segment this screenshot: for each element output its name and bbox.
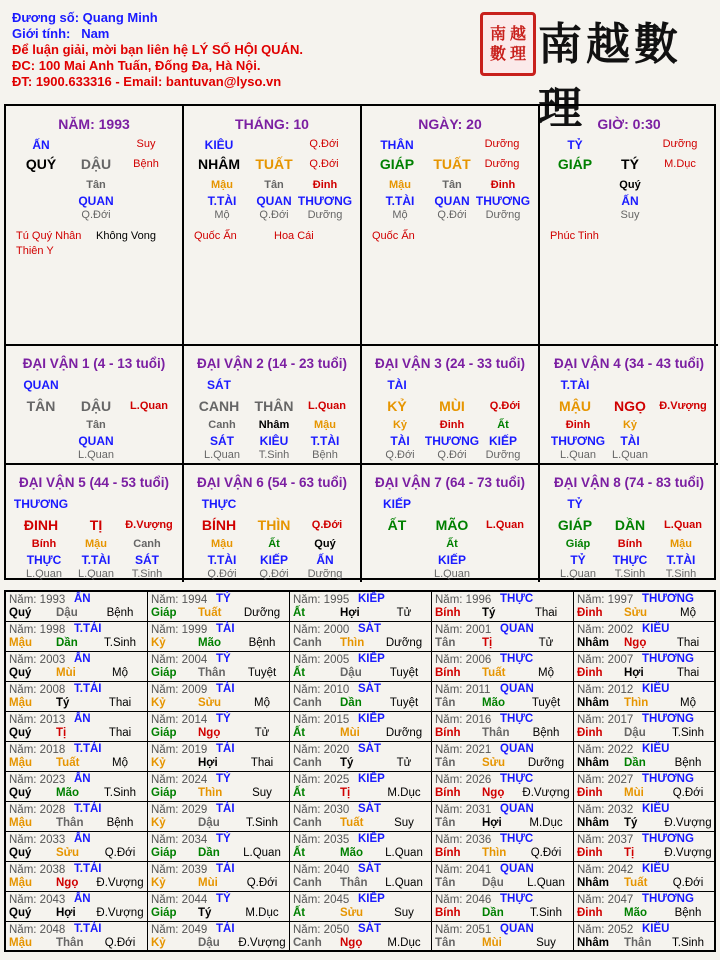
year-cell: Năm: 1995 KIẾP Ất Hợi Tử	[290, 592, 432, 622]
pillar-3: NGÀY: 20 THÂN Dưỡng GIÁP TUẤT Dưỡng Mậu Tân Đinh T.TÀI QUAN THƯƠNG Mộ Q.Đới Dưỡng Quốc Ấn	[362, 106, 540, 344]
pillar-right: Dưỡng	[484, 158, 520, 170]
year-cell: Năm: 2010 SÁT Canh Dần Tuyệt	[290, 682, 432, 712]
pillar-4: GIỜ: 0:30 TỶ Dưỡng GIÁP TÝ M.Dục Quý ẤN Suy Phúc Tinh	[540, 106, 718, 344]
year-cell: Năm: 2033 ẤN Quý Sửu Q.Đới	[6, 832, 148, 862]
dai-van-title: ĐẠI VẬN 7 (64 - 73 tuổi)	[374, 475, 526, 490]
pillar-title: THÁNG: 10	[235, 116, 309, 132]
dai-van-7: ĐẠI VẬN 7 (64 - 73 tuổi) KIẾP ẤT MÃO L.Quan Ất KIẾP L.Quan	[362, 463, 540, 582]
pillar-title: NGÀY: 20	[418, 116, 482, 132]
year-cell: Năm: 1999 TÀI Kỷ Mão Bệnh	[148, 622, 290, 652]
year-cell: Năm: 2015 KIẾP Ất Mùi Dưỡng	[290, 712, 432, 742]
header-info	[12, 10, 303, 90]
pillar-note: Thiên Y	[16, 245, 54, 257]
years-grid	[4, 590, 716, 952]
year-cell: Năm: 2035 KIẾP Ất Mão L.Quan	[290, 832, 432, 862]
year-cell: Năm: 2045 KIẾP Ất Sửu Suy	[290, 892, 432, 922]
dai-van-1: ĐẠI VẬN 1 (4 - 13 tuổi) QUAN TÂN DẬU L.Quan Tân QUAN L.Quan	[6, 344, 184, 463]
year-cell: Năm: 2004 TỶ Giáp Thân Tuyệt	[148, 652, 290, 682]
pillar-note: Không Vong	[96, 230, 156, 242]
year-cell: Năm: 2043 ẤN Quý Hợi Đ.Vượng	[6, 892, 148, 922]
pillar-chi: TÝ	[621, 156, 639, 172]
dai-van-8: ĐẠI VẬN 8 (74 - 83 tuổi) TỶ GIÁP DẦN L.Quan Giáp Bính Mậu TỶ THỰC T.TÀI L.Quan T.Sinh T.Sinh	[540, 463, 718, 582]
pillar-can: QUÝ	[25, 156, 57, 172]
pillar-top-right: Suy	[136, 138, 156, 150]
dai-van-5: ĐẠI VẬN 5 (44 - 53 tuổi) THƯƠNG ĐINH TỊ Đ.Vượng Bính Mậu Canh THỰC T.TÀI SÁT L.Quan L.Quan T.Sinh	[6, 463, 184, 582]
year-cell: Năm: 2029 TÀI Kỷ Dậu T.Sinh	[148, 802, 290, 832]
year-cell: Năm: 2041 QUAN Tân Dậu L.Quan	[432, 862, 574, 892]
year-cell: Năm: 2002 KIÊU Nhâm Ngọ Thai	[574, 622, 714, 652]
year-cell: Năm: 2040 SÁT Canh Thân L.Quan	[290, 862, 432, 892]
pillar-top-right: Dưỡng	[662, 138, 698, 150]
dai-van-title: ĐẠI VẬN 6 (54 - 63 tuổi)	[196, 475, 348, 490]
seal-logo-icon: 南 越 數 理	[480, 12, 536, 76]
year-cell: Năm: 2017 THƯƠNG Đinh Dậu T.Sinh	[574, 712, 714, 742]
pillar-right: Bệnh	[133, 158, 159, 170]
dai-van-3: ĐẠI VẬN 3 (24 - 33 tuổi) TÀI KỶ MÙI Q.Đới Kỷ Đinh Ất TÀI THƯƠNG KIẾP Q.Đới Q.Đới Dưỡng	[362, 344, 540, 463]
year-cell: Năm: 2026 THỰC Bính Ngọ Đ.Vượng	[432, 772, 574, 802]
dai-van-title: ĐẠI VẬN 2 (14 - 23 tuổi)	[196, 356, 348, 371]
pillar-note: Phúc Tinh	[550, 230, 599, 242]
year-cell: Năm: 2007 THƯƠNG Đinh Hợi Thai	[574, 652, 714, 682]
dai-van-title: ĐẠI VẬN 5 (44 - 53 tuổi)	[18, 475, 170, 490]
year-cell: Năm: 2005 KIẾP Ất Dậu Tuyệt	[290, 652, 432, 682]
phone-email: ĐT: 1900.633316 - Email: bantuvan@lyso.vn	[12, 74, 282, 89]
year-cell: Năm: 2037 THƯƠNG Đinh Tị Đ.Vượng	[574, 832, 714, 862]
pillar-right: Q.Đới	[309, 158, 339, 170]
year-cell: Năm: 2050 SÁT Canh Ngọ M.Dục	[290, 922, 432, 952]
year-cell: Năm: 2034 TỶ Giáp Dần L.Quan	[148, 832, 290, 862]
dai-van-4: ĐẠI VẬN 4 (34 - 43 tuổi) T.TÀI MẬU NGỌ Đ.Vượng Đinh Kỷ THƯƠNG TÀI L.Quan L.Quan	[540, 344, 718, 463]
pillar-note: Quốc Ấn	[372, 230, 415, 242]
year-cell: Năm: 1996 THỰC Bính Tý Thai	[432, 592, 574, 622]
year-cell: Năm: 2006 THỰC Bính Tuất Mộ	[432, 652, 574, 682]
year-cell: Năm: 2021 QUAN Tân Sửu Dưỡng	[432, 742, 574, 772]
year-cell: Năm: 2011 QUAN Tân Mão Tuyệt	[432, 682, 574, 712]
year-cell: Năm: 1994 TỶ Giáp Tuất Dưỡng	[148, 592, 290, 622]
pillar-top-right: Dưỡng	[484, 138, 520, 150]
year-cell: Năm: 2051 QUAN Tân Mùi Suy	[432, 922, 574, 952]
year-cell: Năm: 2019 TÀI Kỷ Hợi Thai	[148, 742, 290, 772]
pillar-top-right: Q.Đới	[309, 138, 339, 150]
year-cell: Năm: 2049 TÀI Kỷ Dậu Đ.Vượng	[148, 922, 290, 952]
year-cell: Năm: 2038 T.TÀI Mậu Ngọ Đ.Vượng	[6, 862, 148, 892]
pillar-can: NHÂM	[198, 156, 240, 172]
year-cell: Năm: 2012 KIÊU Nhâm Thìn Mộ	[574, 682, 714, 712]
year-cell: Năm: 2025 KIẾP Ất Tị M.Dục	[290, 772, 432, 802]
pillar-top-star: KIÊU	[204, 138, 234, 152]
pillar-top-star: TỶ	[567, 138, 583, 152]
year-cell: Năm: 2001 QUAN Tân Tị Tử	[432, 622, 574, 652]
pillar-can: GIÁP	[557, 156, 593, 172]
dai-van-6: ĐẠI VẬN 6 (54 - 63 tuổi) THỰC BÍNH THÌN Q.Đới Mậu Ất Quý T.TÀI KIẾP ẤN Q.Đới Q.Đới Dưỡng	[184, 463, 362, 582]
year-cell: Năm: 2032 KIÊU Nhâm Tý Đ.Vượng	[574, 802, 714, 832]
pillar-chi: TUẤT	[255, 156, 293, 172]
year-cell: Năm: 1997 THƯƠNG Đinh Sửu Mộ	[574, 592, 714, 622]
year-cell: Năm: 2036 THỰC Bính Thìn Q.Đới	[432, 832, 574, 862]
pillar-chi: DẬU	[80, 156, 112, 172]
pillar-top-star: ẤN	[32, 138, 50, 152]
year-cell: Năm: 2016 THỰC Bính Thân Bệnh	[432, 712, 574, 742]
year-cell: Năm: 2039 TÀI Kỷ Mùi Q.Đới	[148, 862, 290, 892]
year-cell: Năm: 2013 ẤN Quý Tị Thai	[6, 712, 148, 742]
year-cell: Năm: 2042 KIÊU Nhâm Tuất Q.Đới	[574, 862, 714, 892]
year-cell: Năm: 2020 SÁT Canh Tý Tử	[290, 742, 432, 772]
pillar-note: Hoa Cái	[274, 230, 314, 242]
gender: Giới tính: Nam	[12, 26, 110, 41]
pillar-note: Quốc Ấn	[194, 230, 237, 242]
contact-note: Để luận giải, mời bạn liên hệ LÝ SỐ HỘI QUÁN.	[12, 42, 303, 57]
address: ĐC: 100 Mai Anh Tuấn, Đống Đa, Hà Nội.	[12, 58, 261, 73]
year-cell: Năm: 2030 SÁT Canh Tuất Suy	[290, 802, 432, 832]
year-cell: Năm: 2031 QUAN Tân Hợi M.Dục	[432, 802, 574, 832]
year-cell: Năm: 2000 SÁT Canh Thìn Dưỡng	[290, 622, 432, 652]
year-cell: Năm: 2028 T.TÀI Mậu Thân Bệnh	[6, 802, 148, 832]
year-cell: Năm: 2052 KIÊU Nhâm Thân T.Sinh	[577, 923, 704, 949]
year-cell: Năm: 2027 THƯƠNG Đinh Mùi Q.Đới	[574, 772, 714, 802]
dai-van-2: ĐẠI VẬN 2 (14 - 23 tuổi) SÁT CANH THÂN L.Quan Canh Nhâm Mậu SÁT KIÊU T.TÀI L.Quan T.Sinh Bệnh	[184, 344, 362, 463]
year-cell: Năm: 2014 TỶ Giáp Ngọ Tử	[148, 712, 290, 742]
year-cell: Năm: 2047 THƯƠNG Đinh Mão Bệnh	[574, 892, 714, 922]
pillar-1: NĂM: 1993 ẤN Suy QUÝ DẬU Bệnh Tân QUAN Q.Đới Tú Quý Nhân Không Vong Thiên Y	[6, 106, 184, 344]
pillar-top-star: THÂN	[380, 138, 414, 152]
year-cell: Năm: 2048 T.TÀI Mậu Thân Q.Đới	[6, 922, 148, 952]
pillar-2: THÁNG: 10 KIÊU Q.Đới NHÂM TUẤT Q.Đới Mậu Tân Đinh T.TÀI QUAN THƯƠNG Mộ Q.Đới Dưỡng Quốc Ấn Hoa Cái	[184, 106, 362, 344]
dai-van-title: ĐẠI VẬN 3 (24 - 33 tuổi)	[374, 356, 526, 371]
year-cell: Năm: 2044 TỶ Giáp Tý M.Dục	[148, 892, 290, 922]
year-cell: Năm: 2023 ẤN Quý Mão T.Sinh	[6, 772, 148, 802]
year-cell: Năm: 1993 ẤN Quý Dậu Bệnh	[6, 592, 148, 622]
pillar-chi: TUẤT	[433, 156, 471, 172]
pillar-can: GIÁP	[379, 156, 415, 172]
year-cell: Năm: 2003 ẤN Quý Mùi Mộ	[6, 652, 148, 682]
pillar-note: Tú Quý Nhân	[16, 230, 82, 242]
brand-title: 南越數理	[538, 19, 682, 134]
dai-van-title: ĐẠI VẬN 1 (4 - 13 tuổi)	[22, 356, 166, 371]
pillar-title: NĂM: 1993	[58, 116, 130, 132]
chart-grid	[4, 104, 716, 580]
year-cell: Năm: 2046 THỰC Bính Dần T.Sinh	[432, 892, 574, 922]
pillar-title: GIỜ: 0:30	[597, 116, 661, 132]
year-cell: Năm: 2008 T.TÀI Mậu Tý Thai	[6, 682, 148, 712]
year-cell: Năm: 1998 T.TÀI Mậu Dần T.Sinh	[6, 622, 148, 652]
dai-van-title: ĐẠI VẬN 8 (74 - 83 tuổi)	[553, 475, 705, 490]
year-cell: Năm: 2024 TỶ Giáp Thìn Suy	[148, 772, 290, 802]
pillar-right: M.Dục	[664, 158, 696, 170]
year-cell: Năm: 2009 TÀI Kỷ Sửu Mộ	[148, 682, 290, 712]
owner-name: Đương số: Quang Minh	[12, 10, 158, 25]
year-cell: Năm: 2022 KIÊU Nhâm Dần Bệnh	[574, 742, 714, 772]
year-cell: Năm: 2018 T.TÀI Mậu Tuất Mộ	[6, 742, 148, 772]
dai-van-title: ĐẠI VẬN 4 (34 - 43 tuổi)	[553, 356, 705, 371]
